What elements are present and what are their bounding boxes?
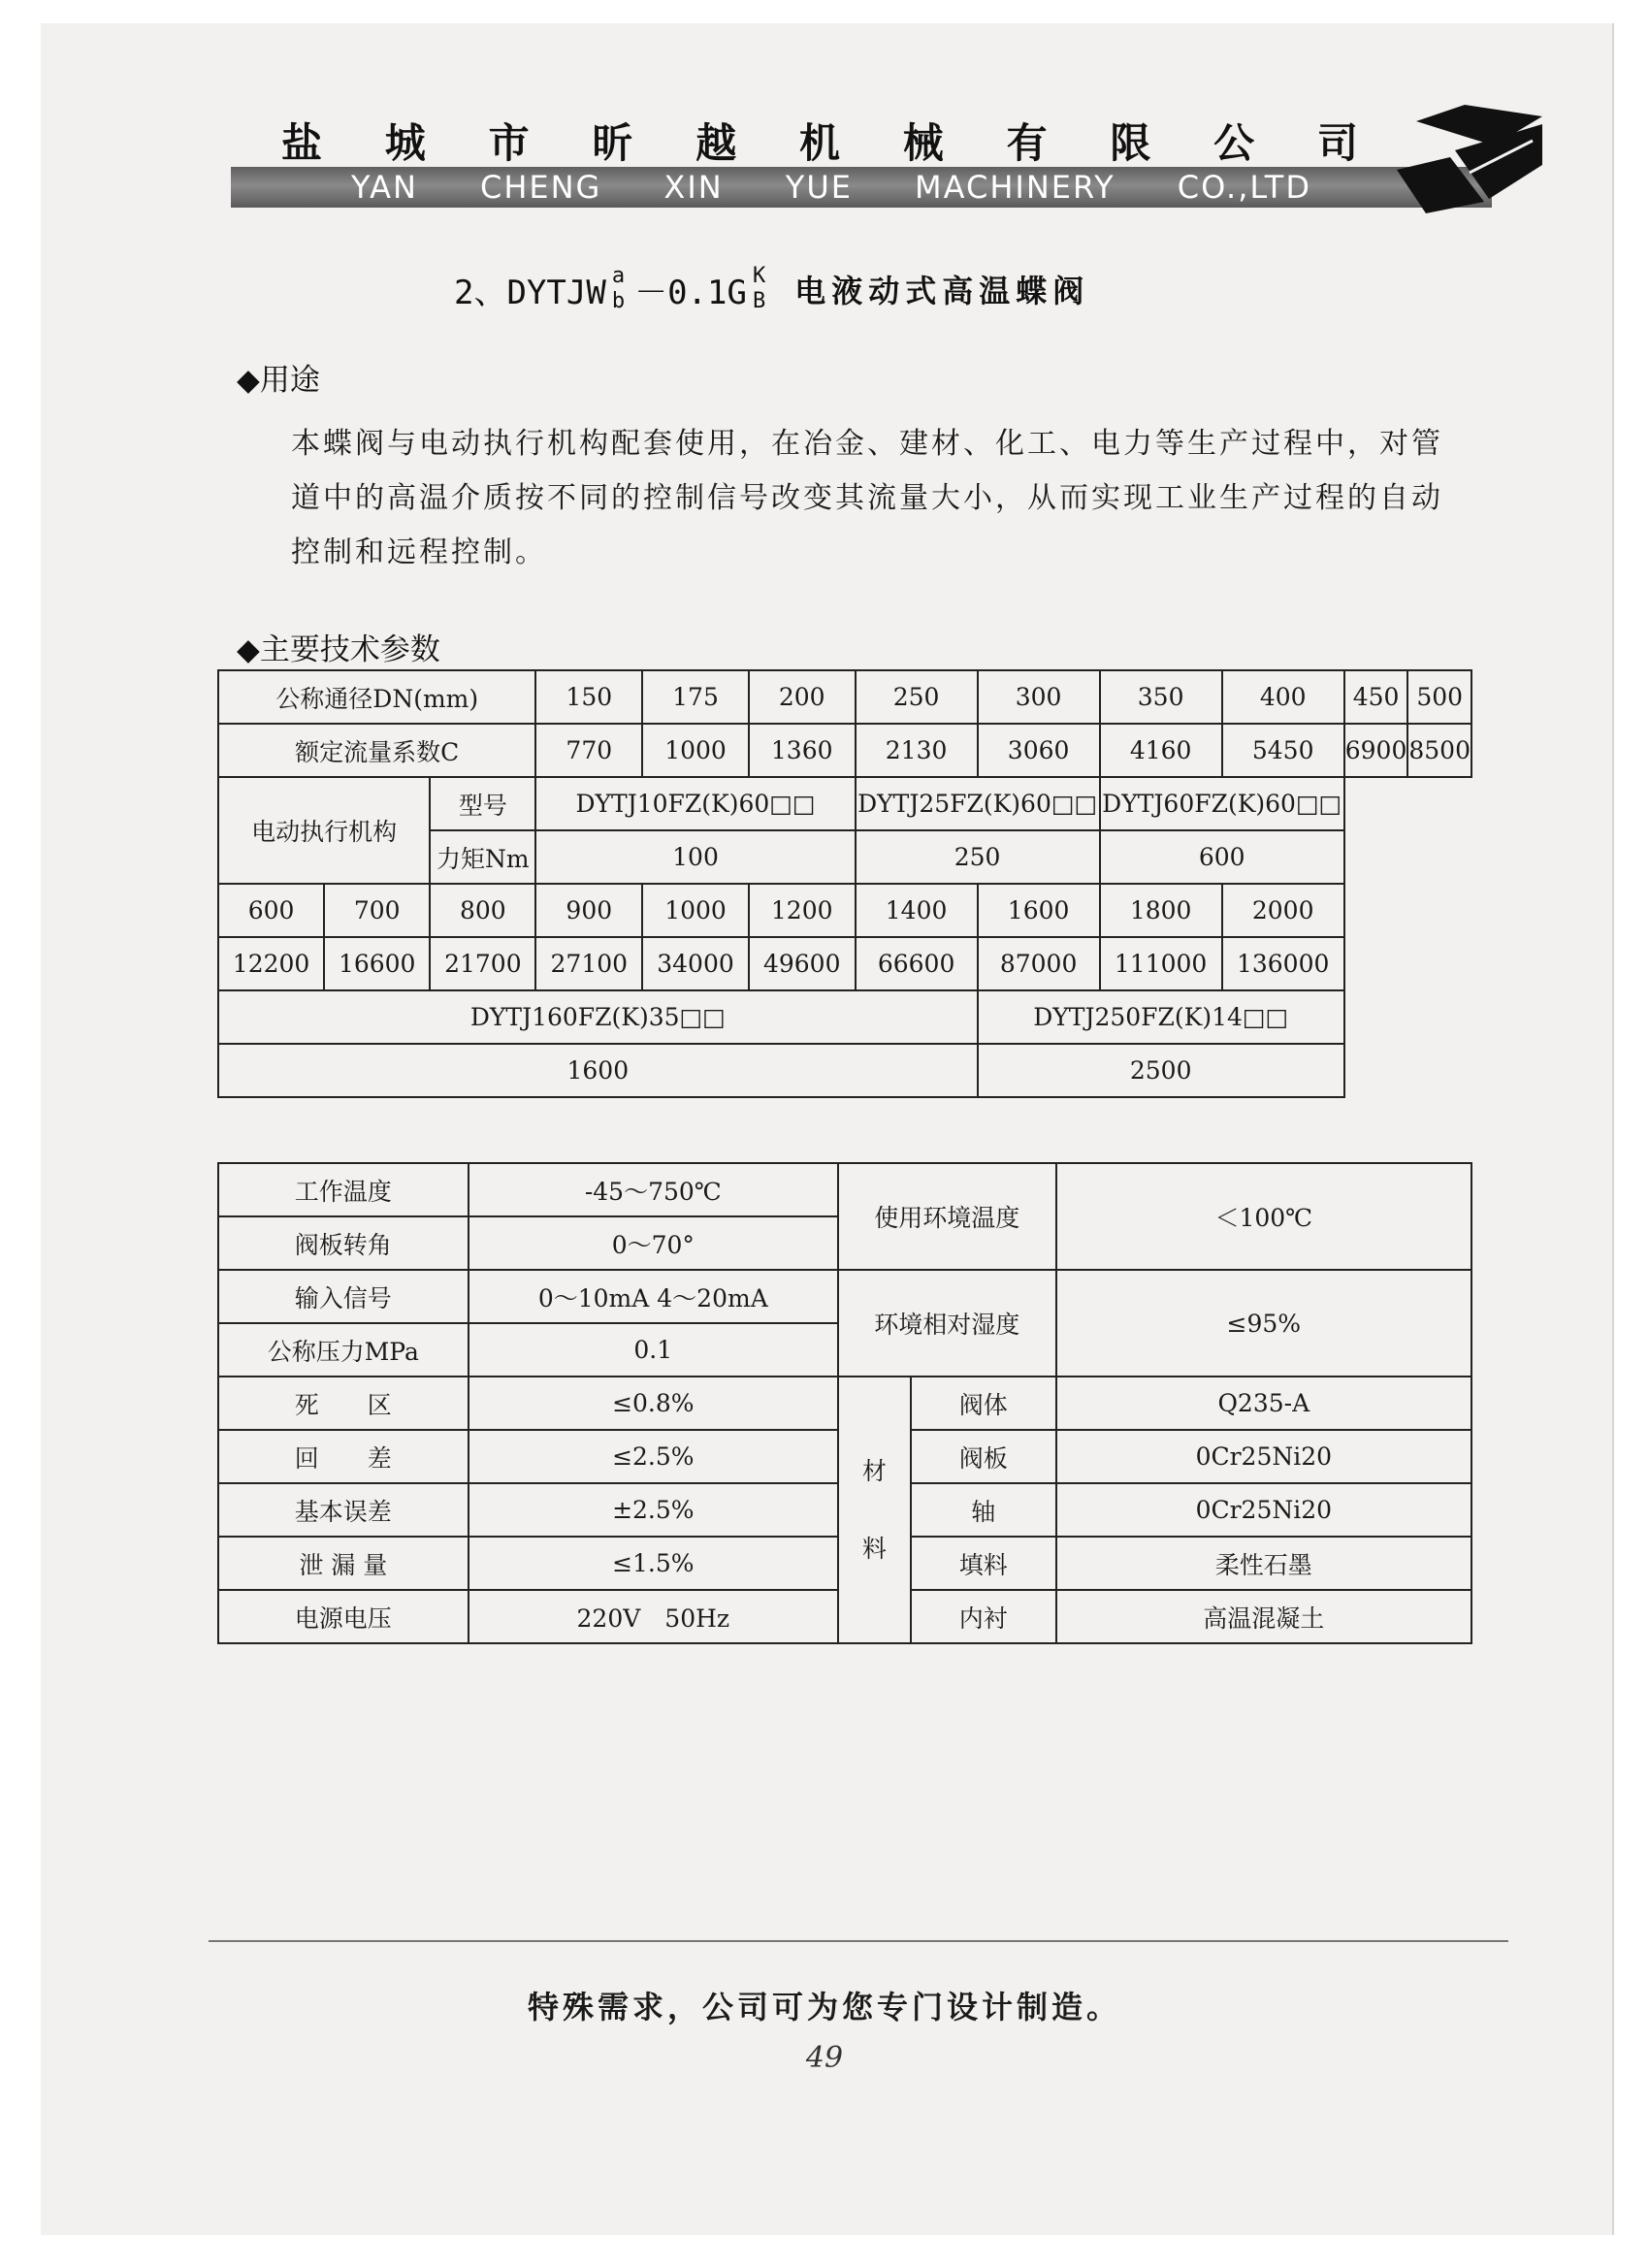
material-label: 料 [861,1534,887,1563]
page-number: 49 [805,2041,844,2075]
table-cell: 770 [535,724,642,777]
table-cell: 100 [535,830,855,884]
table-cell: 阀板 [911,1430,1056,1483]
usage-paragraph [291,417,1465,580]
table-cell: 工作温度 [218,1163,469,1216]
table-cell: 16600 [324,937,430,990]
title-sub: B [752,289,766,313]
company-word: YUE [785,169,853,206]
company-name-cn [281,112,1358,170]
footer-divider [209,1940,1508,1942]
table-cell: 1800 [1100,884,1222,937]
table-cell: 型号 [430,777,535,830]
table-cell: 1200 [749,884,856,937]
table-row [218,1044,1471,1097]
table-cell: 2500 [978,1044,1344,1097]
table-row [218,1377,1471,1430]
company-char: 有 [1006,119,1048,167]
table-cell: 高温混凝土 [1056,1590,1471,1643]
table-cell: DYTJ160FZ(K)35□□ [218,990,978,1044]
table-cell: 500 [1407,670,1471,724]
table-cell: 600 [1100,830,1344,884]
company-char: 公 [1213,119,1255,167]
table-cell [838,1377,911,1643]
table-cell: ±2.5% [469,1483,838,1537]
title-sup: a [611,264,626,288]
table-cell: 电动执行机构 [218,777,430,884]
table-cell: DYTJ250FZ(K)14□□ [978,990,1344,1044]
table-cell: ≤1.5% [469,1537,838,1590]
table-cell: 电源电压 [218,1590,469,1643]
table-cell: 公称压力MPa [218,1323,469,1377]
table-cell: 8500 [1407,724,1471,777]
company-word: MACHINERY [915,169,1116,206]
company-char: 市 [488,119,530,167]
table-cell: 800 [430,884,535,937]
table-cell: 公称通径DN(mm) [218,670,535,724]
table-cell: 1600 [978,884,1100,937]
title-sup: K [752,264,766,288]
table-cell: 600 [218,884,324,937]
table-row [218,1270,1471,1323]
table-cell: 输入信号 [218,1270,469,1323]
table-cell: 阀板转角 [218,1216,469,1270]
params-table [217,669,1472,1098]
table-cell: DYTJ10FZ(K)60□□ [535,777,855,830]
company-word: CO.,LTD [1177,169,1311,206]
table-cell: 400 [1222,670,1344,724]
table-cell: 2000 [1222,884,1344,937]
table-cell: 220V 50Hz [469,1590,838,1643]
table-cell: 34000 [642,937,749,990]
table-cell: 1000 [642,724,749,777]
table-cell: 6900 [1344,724,1408,777]
table-cell: 1360 [749,724,856,777]
usage-line: 控制和远程控制。 [291,535,547,569]
table-cell: 87000 [978,937,1100,990]
table-row [218,670,1471,724]
table-cell: 12200 [218,937,324,990]
table-cell: 350 [1100,670,1222,724]
company-name-en [351,167,1311,208]
table-cell: 5450 [1222,724,1344,777]
company-char: 限 [1110,119,1151,167]
table-cell: DYTJ25FZ(K)60□□ [856,777,1100,830]
material-label: 材 [861,1456,887,1485]
title-index-1 [612,264,625,314]
table-cell: 700 [324,884,430,937]
table-cell: 1400 [856,884,978,937]
company-char: 盐 [281,119,323,167]
table-cell: 0Cr25Ni20 [1056,1430,1471,1483]
table-row [218,884,1471,937]
title-middle: －0.1G [634,273,747,312]
usage-line: 本蝶阀与电动执行机构配套使用，在冶金、建材、化工、电力等生产过程中，对管 [291,427,1443,461]
table-cell: 136000 [1222,937,1344,990]
table-row [218,1163,1471,1216]
table-cell: 阀体 [911,1377,1056,1430]
table-cell: -45～750℃ [469,1163,838,1216]
company-word: XIN [663,169,724,206]
company-char: 械 [902,119,944,167]
table-cell: 900 [535,884,642,937]
table-cell: 450 [1344,670,1408,724]
table-cell: 4160 [1100,724,1222,777]
company-char: 机 [798,119,840,167]
table-cell: 0～70° [469,1216,838,1270]
company-char: 城 [384,119,426,167]
table-cell: 力矩Nm [430,830,535,884]
table-cell: 额定流量系数C [218,724,535,777]
table-cell: 27100 [535,937,642,990]
usage-line: 道中的高温介质按不同的控制信号改变其流量大小，从而实现工业生产过程的自动 [291,481,1443,515]
table-cell: 死 区 [218,1377,469,1430]
table-cell: 2130 [856,724,978,777]
table-cell: DYTJ60FZ(K)60□□ [1100,777,1344,830]
table-cell: ≤0.8% [469,1377,838,1430]
product-title [454,260,1089,318]
table-cell: 250 [856,830,1100,884]
table-cell: 泄 漏 量 [218,1537,469,1590]
company-word: CHENG [479,169,602,206]
company-char: 越 [695,119,737,167]
title-name: 电液动式高温蝶阀 [794,273,1090,309]
table-cell: 0Cr25Ni20 [1056,1483,1471,1537]
table-cell: 轴 [911,1483,1056,1537]
table-cell: 使用环境温度 [838,1163,1056,1270]
title-index-2 [753,264,765,314]
table-row [218,724,1471,777]
table-cell: 内衬 [911,1590,1056,1643]
title-prefix: 2、DYTJW [454,273,606,312]
table-cell: 175 [642,670,749,724]
company-word: YAN [351,169,418,206]
table-cell: 0.1 [469,1323,838,1377]
title-sub: b [611,289,626,313]
table-cell: 填料 [911,1537,1056,1590]
params-heading: ◆主要技术参数 [237,632,440,667]
table-cell: 0～10mA 4～20mA [469,1270,838,1323]
company-char: 昕 [592,119,633,167]
table-cell: 150 [535,670,642,724]
table-row [218,777,1471,830]
table-cell: Q235-A [1056,1377,1471,1430]
table-cell: 250 [856,670,978,724]
table-row [218,990,1471,1044]
table-cell: ≤95% [1056,1270,1471,1377]
table-cell: 111000 [1100,937,1222,990]
usage-heading: ◆用途 [237,363,320,398]
table-cell: 柔性石墨 [1056,1537,1471,1590]
table-cell: ≤2.5% [469,1430,838,1483]
table-cell: 49600 [749,937,856,990]
table-cell: 3060 [978,724,1100,777]
table-cell: 1000 [642,884,749,937]
table-cell: ＜100℃ [1056,1163,1471,1270]
company-logo-icon [1397,97,1542,218]
table-cell: 300 [978,670,1100,724]
specs-table [217,1162,1472,1644]
table-cell: 基本误差 [218,1483,469,1537]
table-cell: 200 [749,670,856,724]
table-cell: 回 差 [218,1430,469,1483]
table-row [218,937,1471,990]
table-cell: 66600 [856,937,978,990]
table-cell: 1600 [218,1044,978,1097]
footer-slogan: 特殊需求，公司可为您专门设计制造。 [527,1989,1121,2025]
table-cell: 环境相对湿度 [838,1270,1056,1377]
company-char: 司 [1316,119,1358,167]
table-cell: 21700 [430,937,535,990]
